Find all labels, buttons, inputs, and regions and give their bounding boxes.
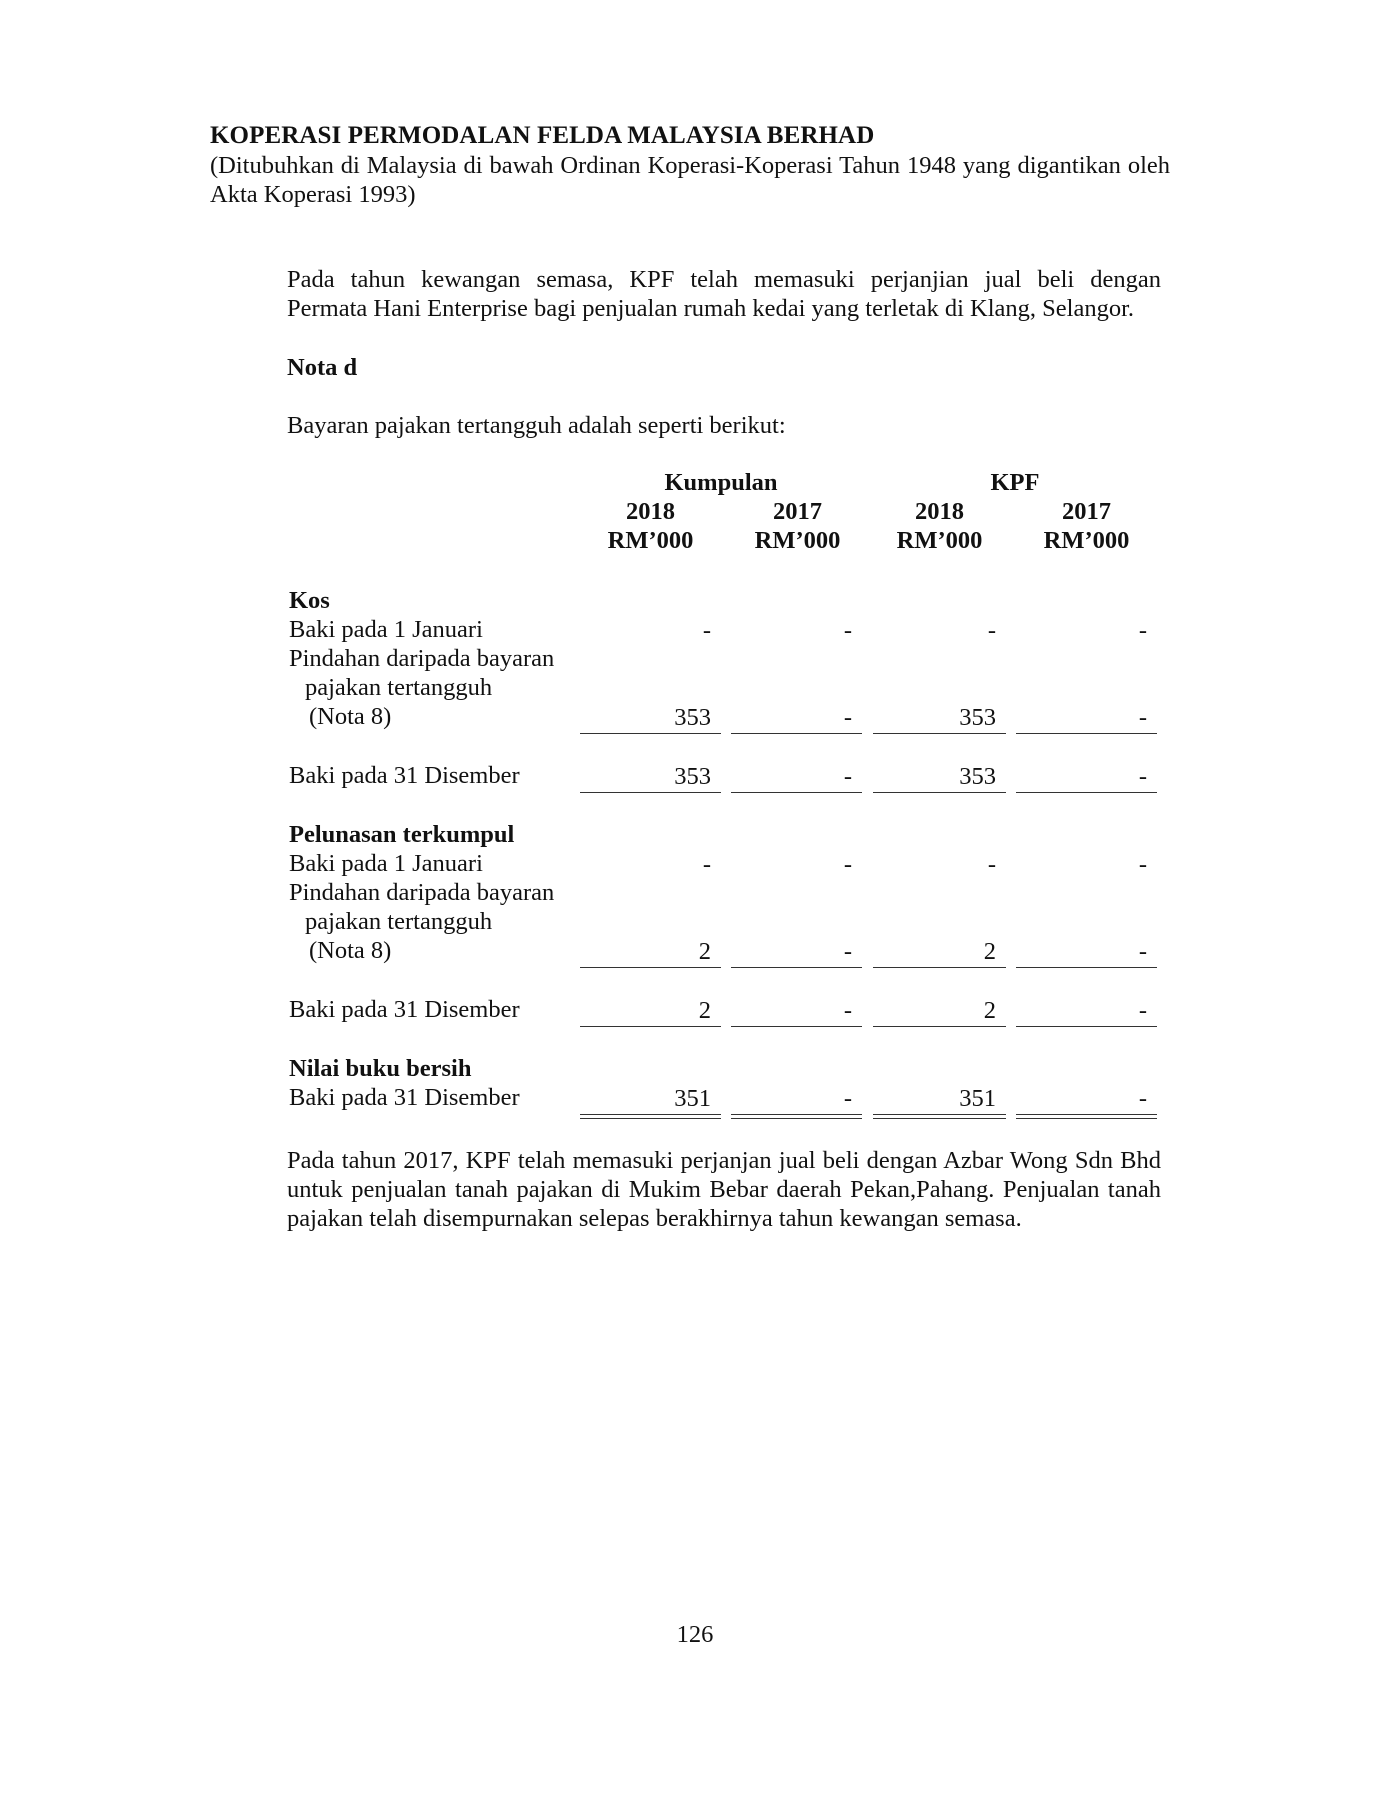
row-label: (Nota 8) <box>309 937 392 964</box>
row-label: Baki pada 31 Disember <box>289 996 520 1023</box>
underline <box>731 1026 862 1027</box>
page-number: 126 <box>676 1621 714 1648</box>
row-label: Baki pada 31 Disember <box>289 1084 520 1111</box>
table-cell: - <box>1138 1085 1147 1112</box>
underline <box>1016 967 1157 968</box>
underline <box>580 792 721 793</box>
row-label: pajakan tertangguh <box>305 674 493 701</box>
section-heading-pelunasan: Pelunasan terkumpul <box>289 821 515 848</box>
row-label: (Nota 8) <box>309 703 392 730</box>
unit-header-1: RM’000 <box>607 527 694 554</box>
underline <box>1016 733 1157 734</box>
row-label: Pindahan daripada bayaran <box>289 645 555 672</box>
table-cell: 2 <box>698 938 711 965</box>
row-label: Baki pada 1 Januari <box>289 616 483 643</box>
underline <box>731 792 862 793</box>
table-cell: 2 <box>698 997 711 1024</box>
underline <box>580 733 721 734</box>
year-header-kumpulan-2017: 2017 <box>773 498 822 525</box>
table-cell: - <box>843 938 852 965</box>
intro-paragraph-line-1: Pada tahun kewangan semasa, KPF telah memasuki perjanjian jual beli dengan <box>287 266 1161 293</box>
table-cell: 353 <box>674 704 711 731</box>
table-cell: 2 <box>983 938 996 965</box>
table-cell: - <box>843 1085 852 1112</box>
section-heading-nilai-buku-bersih: Nilai buku bersih <box>289 1055 472 1082</box>
table-cell: - <box>843 704 852 731</box>
table-cell: - <box>702 617 711 644</box>
double-underline <box>580 1114 721 1119</box>
unit-header-4: RM’000 <box>1043 527 1130 554</box>
underline <box>580 967 721 968</box>
year-header-kpf-2017: 2017 <box>1062 498 1111 525</box>
table-cell: 353 <box>959 704 996 731</box>
table-cell: - <box>843 617 852 644</box>
double-underline <box>873 1114 1006 1119</box>
table-cell: - <box>702 851 711 878</box>
table-cell: 351 <box>674 1085 711 1112</box>
intro-paragraph-line-2: Permata Hani Enterprise bagi penjualan rumah kedai yang terletak di Klang, Selangor. <box>287 295 1135 322</box>
unit-header-3: RM’000 <box>896 527 983 554</box>
underline <box>731 733 862 734</box>
company-subtitle: (Ditubuhkan di Malaysia di bawah Ordinan Koperasi-Koperasi Tahun 1948 yang digantikan oleh Akta Koperasi 1993) <box>210 152 1170 208</box>
group-header-kumpulan: Kumpulan <box>664 469 778 496</box>
table-cell: - <box>1138 851 1147 878</box>
year-header-kumpulan-2018: 2018 <box>626 498 675 525</box>
table-cell: - <box>1138 617 1147 644</box>
double-underline <box>1016 1114 1157 1119</box>
underline <box>873 967 1006 968</box>
note-heading: Nota d <box>287 354 358 381</box>
underline <box>731 967 862 968</box>
table-intro: Bayaran pajakan tertangguh adalah seperti berikut: <box>287 412 786 439</box>
table-cell: - <box>987 617 996 644</box>
underline <box>1016 792 1157 793</box>
underline <box>873 733 1006 734</box>
underline <box>873 1026 1006 1027</box>
table-cell: - <box>843 763 852 790</box>
row-label: Baki pada 31 Disember <box>289 762 520 789</box>
table-cell: - <box>987 851 996 878</box>
row-label: Baki pada 1 Januari <box>289 850 483 877</box>
table-cell: - <box>1138 704 1147 731</box>
double-underline <box>731 1114 862 1119</box>
table-cell: 353 <box>959 763 996 790</box>
year-header-kpf-2018: 2018 <box>915 498 964 525</box>
closing-paragraph: Pada tahun 2017, KPF telah memasuki perjanjan jual beli dengan Azbar Wong Sdn Bhd untuk penjualan tanah pajakan di Mukim Bebar daerah Pekan,Pahang. Penjualan tanah pajakan telah disempurnakan selepas berakhirnya tahun kewangan semasa. <box>287 1147 1161 1232</box>
table-cell: - <box>843 851 852 878</box>
company-title: KOPERASI PERMODALAN FELDA MALAYSIA BERHAD <box>210 122 875 149</box>
underline <box>580 1026 721 1027</box>
underline <box>1016 1026 1157 1027</box>
row-label: Pindahan daripada bayaran <box>289 879 555 906</box>
underline <box>873 792 1006 793</box>
intro-paragraph <box>287 265 1161 323</box>
table-cell: 2 <box>983 997 996 1024</box>
section-heading-kos: Kos <box>289 587 330 614</box>
table-cell: 353 <box>674 763 711 790</box>
table-cell: - <box>1138 997 1147 1024</box>
table-cell: - <box>843 997 852 1024</box>
table-cell: - <box>1138 938 1147 965</box>
table-cell: - <box>1138 763 1147 790</box>
unit-header-2: RM’000 <box>754 527 841 554</box>
group-header-kpf: KPF <box>990 469 1040 496</box>
table-cell: 351 <box>959 1085 996 1112</box>
row-label: pajakan tertangguh <box>305 908 493 935</box>
